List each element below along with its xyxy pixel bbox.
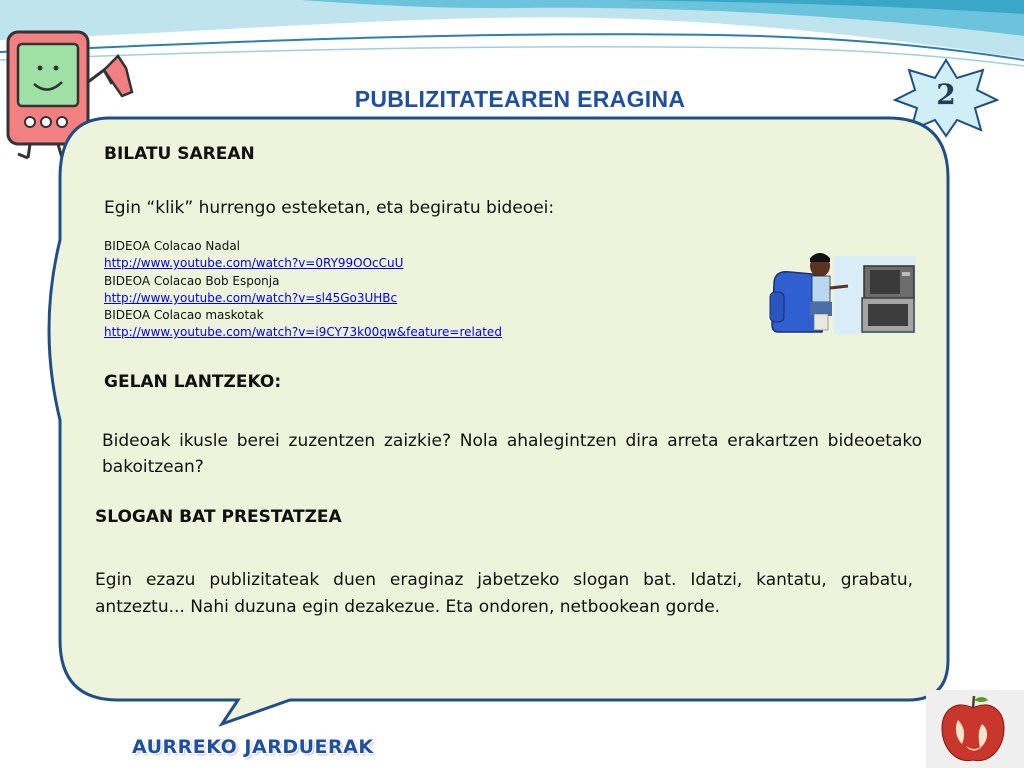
class-question: Bideoak ikusle berei zuzentzen zaizkie? Nola ahalegintzen dira arreta erakartzen bideoetako bakoitzean? <box>102 431 922 477</box>
slogan-section-heading: SLOGAN BAT PRESTATZEA <box>95 507 342 527</box>
video-label: BIDEOA Colacao Bob Esponja <box>104 274 280 288</box>
video-link[interactable]: http://www.youtube.com/watch?v=0RY99OOcCuU <box>104 256 404 270</box>
page-title: PUBLIZITATEAREN ERAGINA <box>354 86 686 112</box>
search-instruction: Egin “klik” hurrengo esteketan, eta begiratu bideoei: <box>104 198 555 218</box>
slogan-instructions: Egin ezazu publizitateak duen eraginaz jabetzeko slogan bat. Idatzi, kantatu, grabatu, antzeztu... Nahi duzuna egin dezakezue. Eta ondoren, netbookean gorde. <box>95 570 913 617</box>
video-link[interactable]: http://www.youtube.com/watch?v=i9CY73k00qw&feature=related <box>104 325 502 339</box>
activity-number: 2 <box>936 78 956 111</box>
class-section-heading: GELAN LANTZEKO: <box>104 372 282 392</box>
video-link[interactable]: http://www.youtube.com/watch?v=sl45Go3UHBc <box>104 291 398 305</box>
previous-activities-link[interactable]: AURREKO JARDUERAK <box>132 736 374 758</box>
search-section-heading: BILATU SAREAN <box>104 144 255 164</box>
video-label: BIDEOA Colacao Nadal <box>104 239 241 253</box>
person-watching-tv-clipart <box>768 248 918 338</box>
apple-icon <box>936 694 1010 766</box>
video-label: BIDEOA Colacao maskotak <box>104 308 264 322</box>
